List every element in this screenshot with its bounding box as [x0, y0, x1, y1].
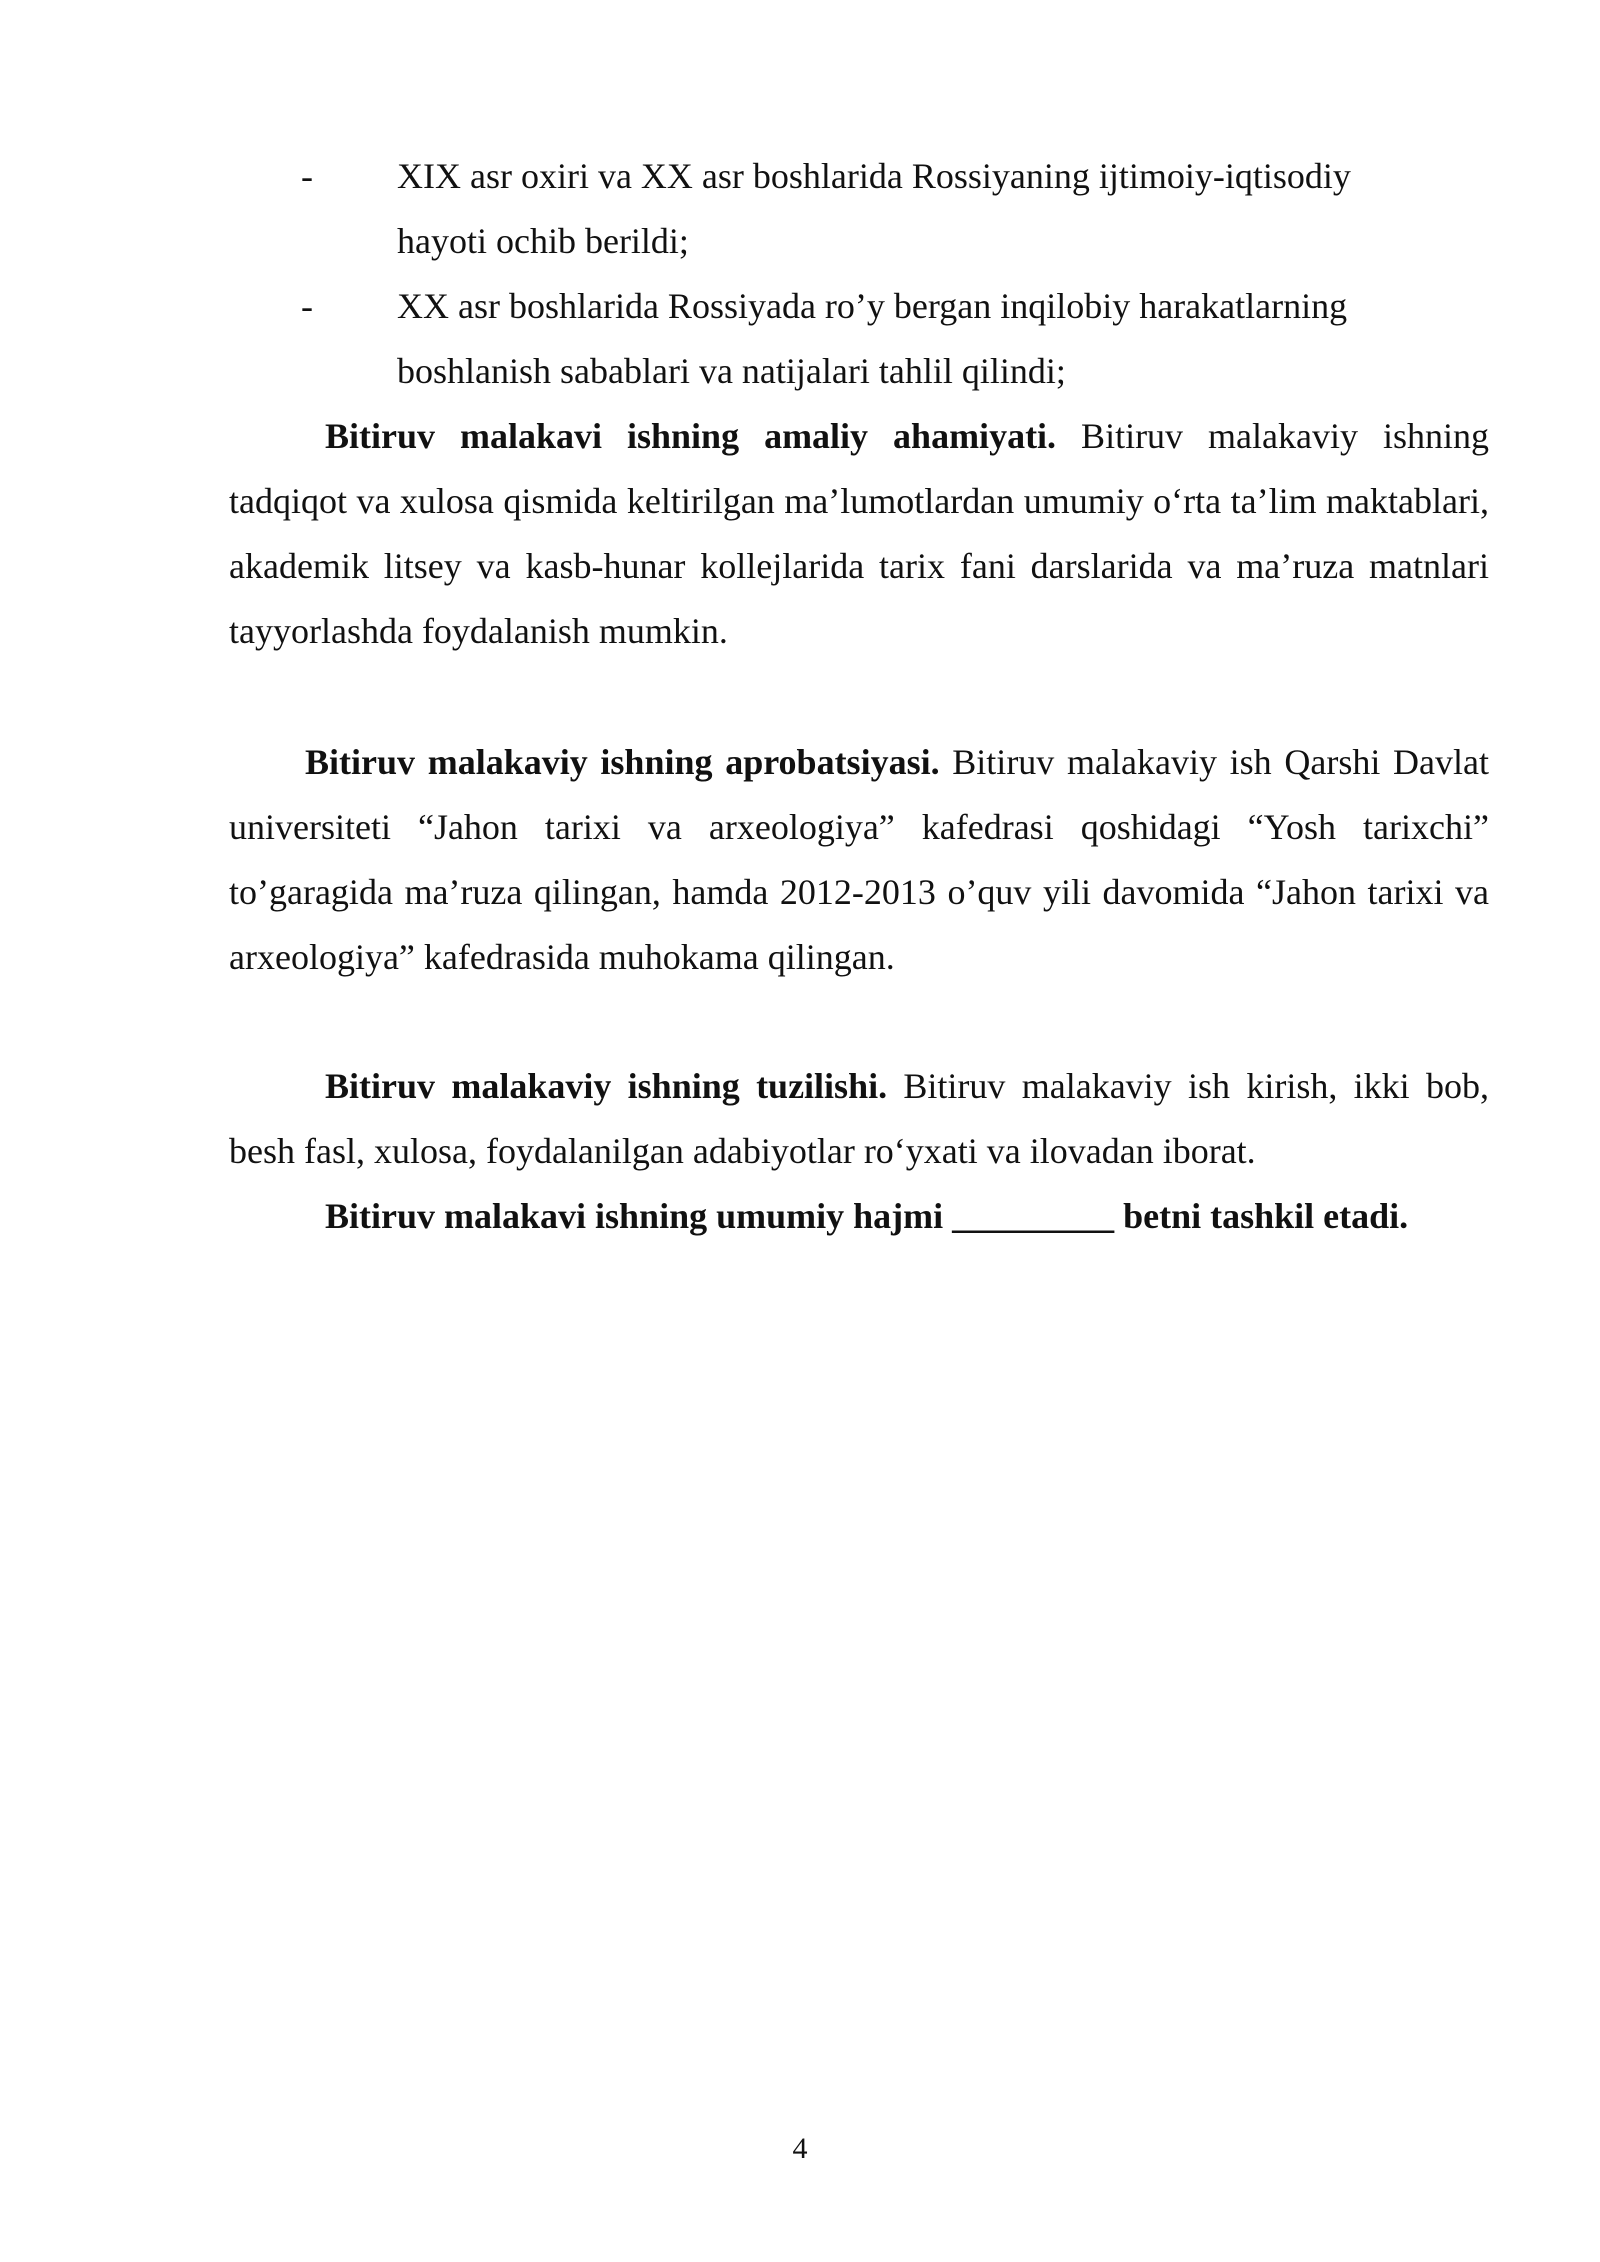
practical-significance-heading: Bitiruv malakavi ishning amaliy ahamiyati.: [325, 416, 1057, 456]
approbation-paragraph: [229, 730, 1489, 990]
bullet-list: [229, 144, 1489, 404]
approbation-heading: Bitiruv malakaviy ishning aprobatsiyasi.: [305, 742, 940, 782]
approbation-body: Bitiruv malakaviy ish Qarshi Davlat universiteti “Jahon tarixi va arxeologiya” kafedrasi qoshidagi “Yosh tarixchi” to’garagida ma’ruza qilingan, hamda 2012-2013 o’quv yili davomida “Jahon tarixi va arxeologiya” kafedrasida muhokama qilingan.: [229, 742, 1489, 977]
bullet-dash: -: [301, 286, 313, 326]
bullet-item: [229, 144, 1489, 274]
bullet-item: [229, 274, 1489, 404]
practical-significance-section: [229, 404, 1489, 664]
page-number: 4: [792, 2132, 808, 2165]
structure-heading: Bitiruv malakaviy ishning tuzilishi.: [325, 1066, 888, 1106]
volume-paragraph: Bitiruv malakavi ishning umumiy hajmi _________ betni tashkil etadi.: [325, 1196, 1409, 1236]
structure-paragraph: [229, 1054, 1489, 1184]
bullet-dash: -: [301, 156, 313, 196]
bullet-text: XIX asr oxiri va XX asr boshlarida Rossiyaning ijtimoiy-iqtisodiy hayoti ochib berildi;: [397, 156, 1351, 261]
practical-significance-body: Bitiruv malakaviy ishning tadqiqot va xulosa qismida keltirilgan ma’lumotlardan umumiy o‘rta ta’lim maktablari, akademik litsey va kasb-hunar kollejlarida tarix fani darslarida va ma’ruza matnlari tayyorlashda foydalanish mumkin.: [229, 416, 1489, 651]
approbation-section: [229, 730, 1489, 990]
practical-significance-paragraph: [229, 404, 1489, 664]
structure-body: Bitiruv malakaviy ish kirish, ikki bob, besh fasl, xulosa, foydalanilgan adabiyotlar ro‘yxati va ilovadan iborat.: [229, 1066, 1489, 1171]
structure-section: [229, 1054, 1489, 1249]
bullet-text: XX asr boshlarida Rossiyada ro’y bergan inqilobiy harakatlarning boshlanish sabablari va natijalari tahlil qilindi;: [397, 286, 1348, 391]
